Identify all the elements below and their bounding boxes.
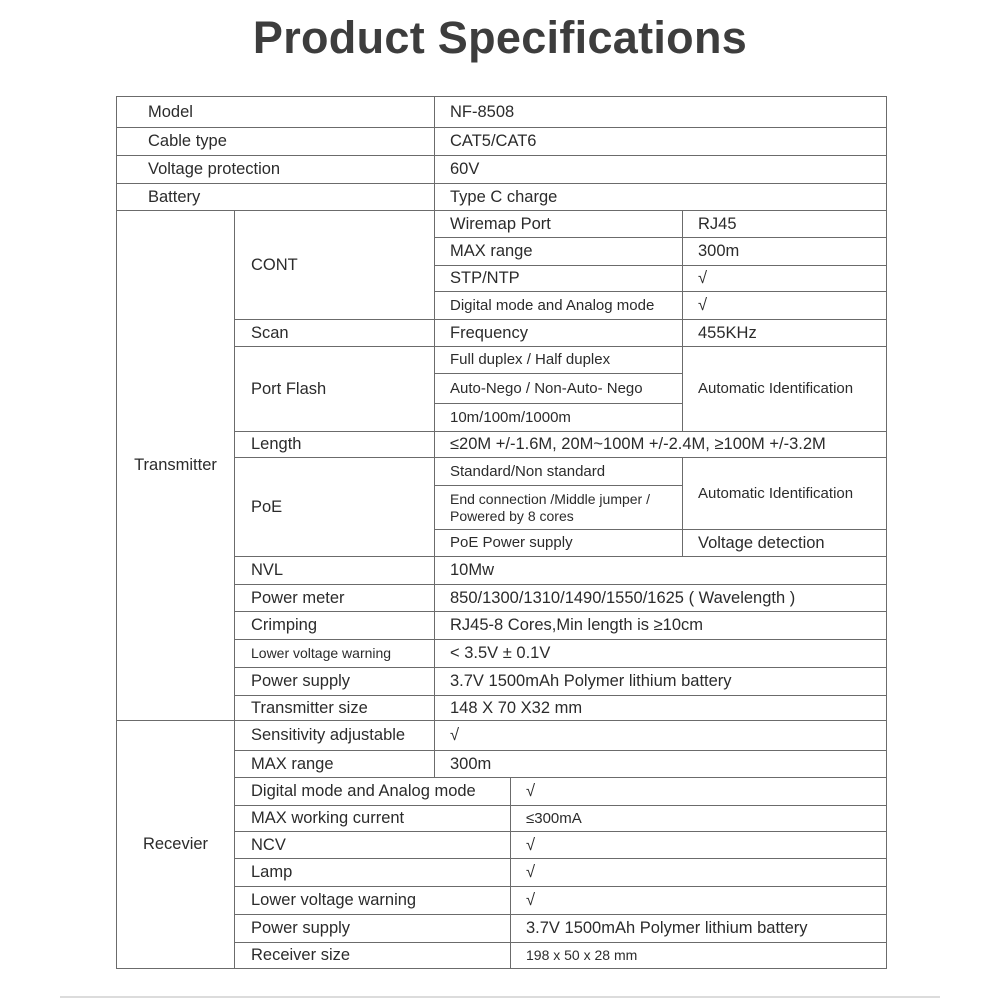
crimping-value: RJ45-8 Cores,Min length is ≥10cm (450, 616, 703, 635)
rx-max-range-label: MAX range (251, 754, 334, 773)
tx-power-supply-value: 3.7V 1500mAh Polymer lithium battery (450, 672, 732, 691)
port-flash-value: Automatic Identification (698, 380, 854, 398)
model-label: Model (148, 102, 193, 121)
ncv-check: √ (526, 835, 536, 854)
cont-max-range-value: 300m (698, 242, 740, 261)
max-working-current-label: MAX working current (251, 809, 405, 828)
cont-label: CONT (251, 255, 298, 274)
stp-ntp-check: √ (698, 269, 708, 288)
crimping-label: Crimping (251, 616, 318, 635)
poe-power-supply-label: PoE Power supply (450, 534, 573, 552)
duplex-label: Full duplex / Half duplex (450, 351, 611, 369)
voltage-protection-value: 60V (450, 160, 480, 179)
model-value: NF-8508 (450, 102, 515, 121)
voltage-protection-label: Voltage protection (148, 160, 281, 179)
frequency-value: 455KHz (698, 323, 757, 342)
page-title: Product Specifications (252, 12, 748, 63)
rx-power-supply-label: Power supply (251, 919, 351, 938)
rx-power-supply-value: 3.7V 1500mAh Polymer lithium battery (526, 919, 808, 938)
footer-divider (60, 996, 940, 998)
battery-value: Type C charge (450, 187, 558, 206)
cont-max-range-label: MAX range (450, 242, 533, 261)
power-meter-value: 850/1300/1310/1490/1550/1625 ( Wavelength ) (450, 588, 796, 607)
lamp-check: √ (526, 863, 536, 882)
table-rule-vertical (234, 210, 235, 969)
rx-digital-analog-check: √ (526, 782, 536, 801)
table-rule-vertical (886, 96, 887, 969)
lamp-label: Lamp (251, 863, 293, 882)
poe-power-supply-value: Voltage detection (698, 533, 825, 552)
power-meter-label: Power meter (251, 588, 345, 607)
wiremap-port-value: RJ45 (698, 214, 737, 233)
tx-power-supply-label: Power supply (251, 672, 351, 691)
sensitivity-check: √ (450, 726, 460, 745)
nego-label: Auto-Nego / Non-Auto- Nego (450, 379, 643, 397)
cont-digital-analog-check: √ (698, 296, 708, 315)
tx-low-voltage-value: < 3.5V ± 0.1V (450, 644, 551, 663)
battery-label: Battery (148, 187, 201, 206)
length-value: ≤20M +/-1.6M, 20M~100M +/-2.4M, ≥100M +/-3.2M (450, 435, 826, 454)
transmitter-group-label: Transmitter (134, 456, 217, 475)
cable-type-value: CAT5/CAT6 (450, 132, 537, 151)
nvl-label: NVL (251, 561, 284, 580)
stp-ntp-label: STP/NTP (450, 269, 520, 288)
frequency-label: Frequency (450, 323, 528, 342)
speed-label: 10m/100m/1000m (450, 408, 571, 426)
poe-end-connection-label: End connection /Middle jumper / Powered by 8 cores (450, 491, 650, 524)
receiver-size-label: Receiver size (251, 946, 351, 965)
length-label: Length (251, 435, 302, 454)
wiremap-port-label: Wiremap Port (450, 214, 551, 233)
poe-standard-label: Standard/Non standard (450, 462, 606, 480)
max-working-current-value: ≤300mA (526, 809, 582, 827)
rx-max-range-value: 300m (450, 754, 492, 773)
sensitivity-label: Sensitivity adjustable (251, 726, 406, 745)
cable-type-label: Cable type (148, 132, 227, 151)
receiver-size-value: 198 x 50 x 28 mm (526, 947, 638, 964)
rx-low-voltage-check: √ (526, 891, 536, 910)
poe-label: PoE (251, 497, 283, 516)
transmitter-size-label: Transmitter size (251, 698, 368, 717)
poe-identification-value: Automatic Identification (698, 484, 854, 502)
tx-low-voltage-label: Lower voltage warning (251, 645, 392, 662)
port-flash-label: Port Flash (251, 379, 327, 398)
nvl-value: 10Mw (450, 561, 495, 580)
receiver-group-label: Recevier (142, 835, 209, 854)
cont-digital-analog-label: Digital mode and Analog mode (450, 296, 655, 314)
rx-digital-analog-label: Digital mode and Analog mode (251, 782, 476, 801)
scan-label: Scan (251, 323, 289, 342)
rx-low-voltage-label: Lower voltage warning (251, 891, 417, 910)
table-rule-horizontal (116, 968, 887, 969)
ncv-label: NCV (251, 835, 286, 854)
transmitter-size-value: 148 X 70 X32 mm (450, 698, 583, 717)
